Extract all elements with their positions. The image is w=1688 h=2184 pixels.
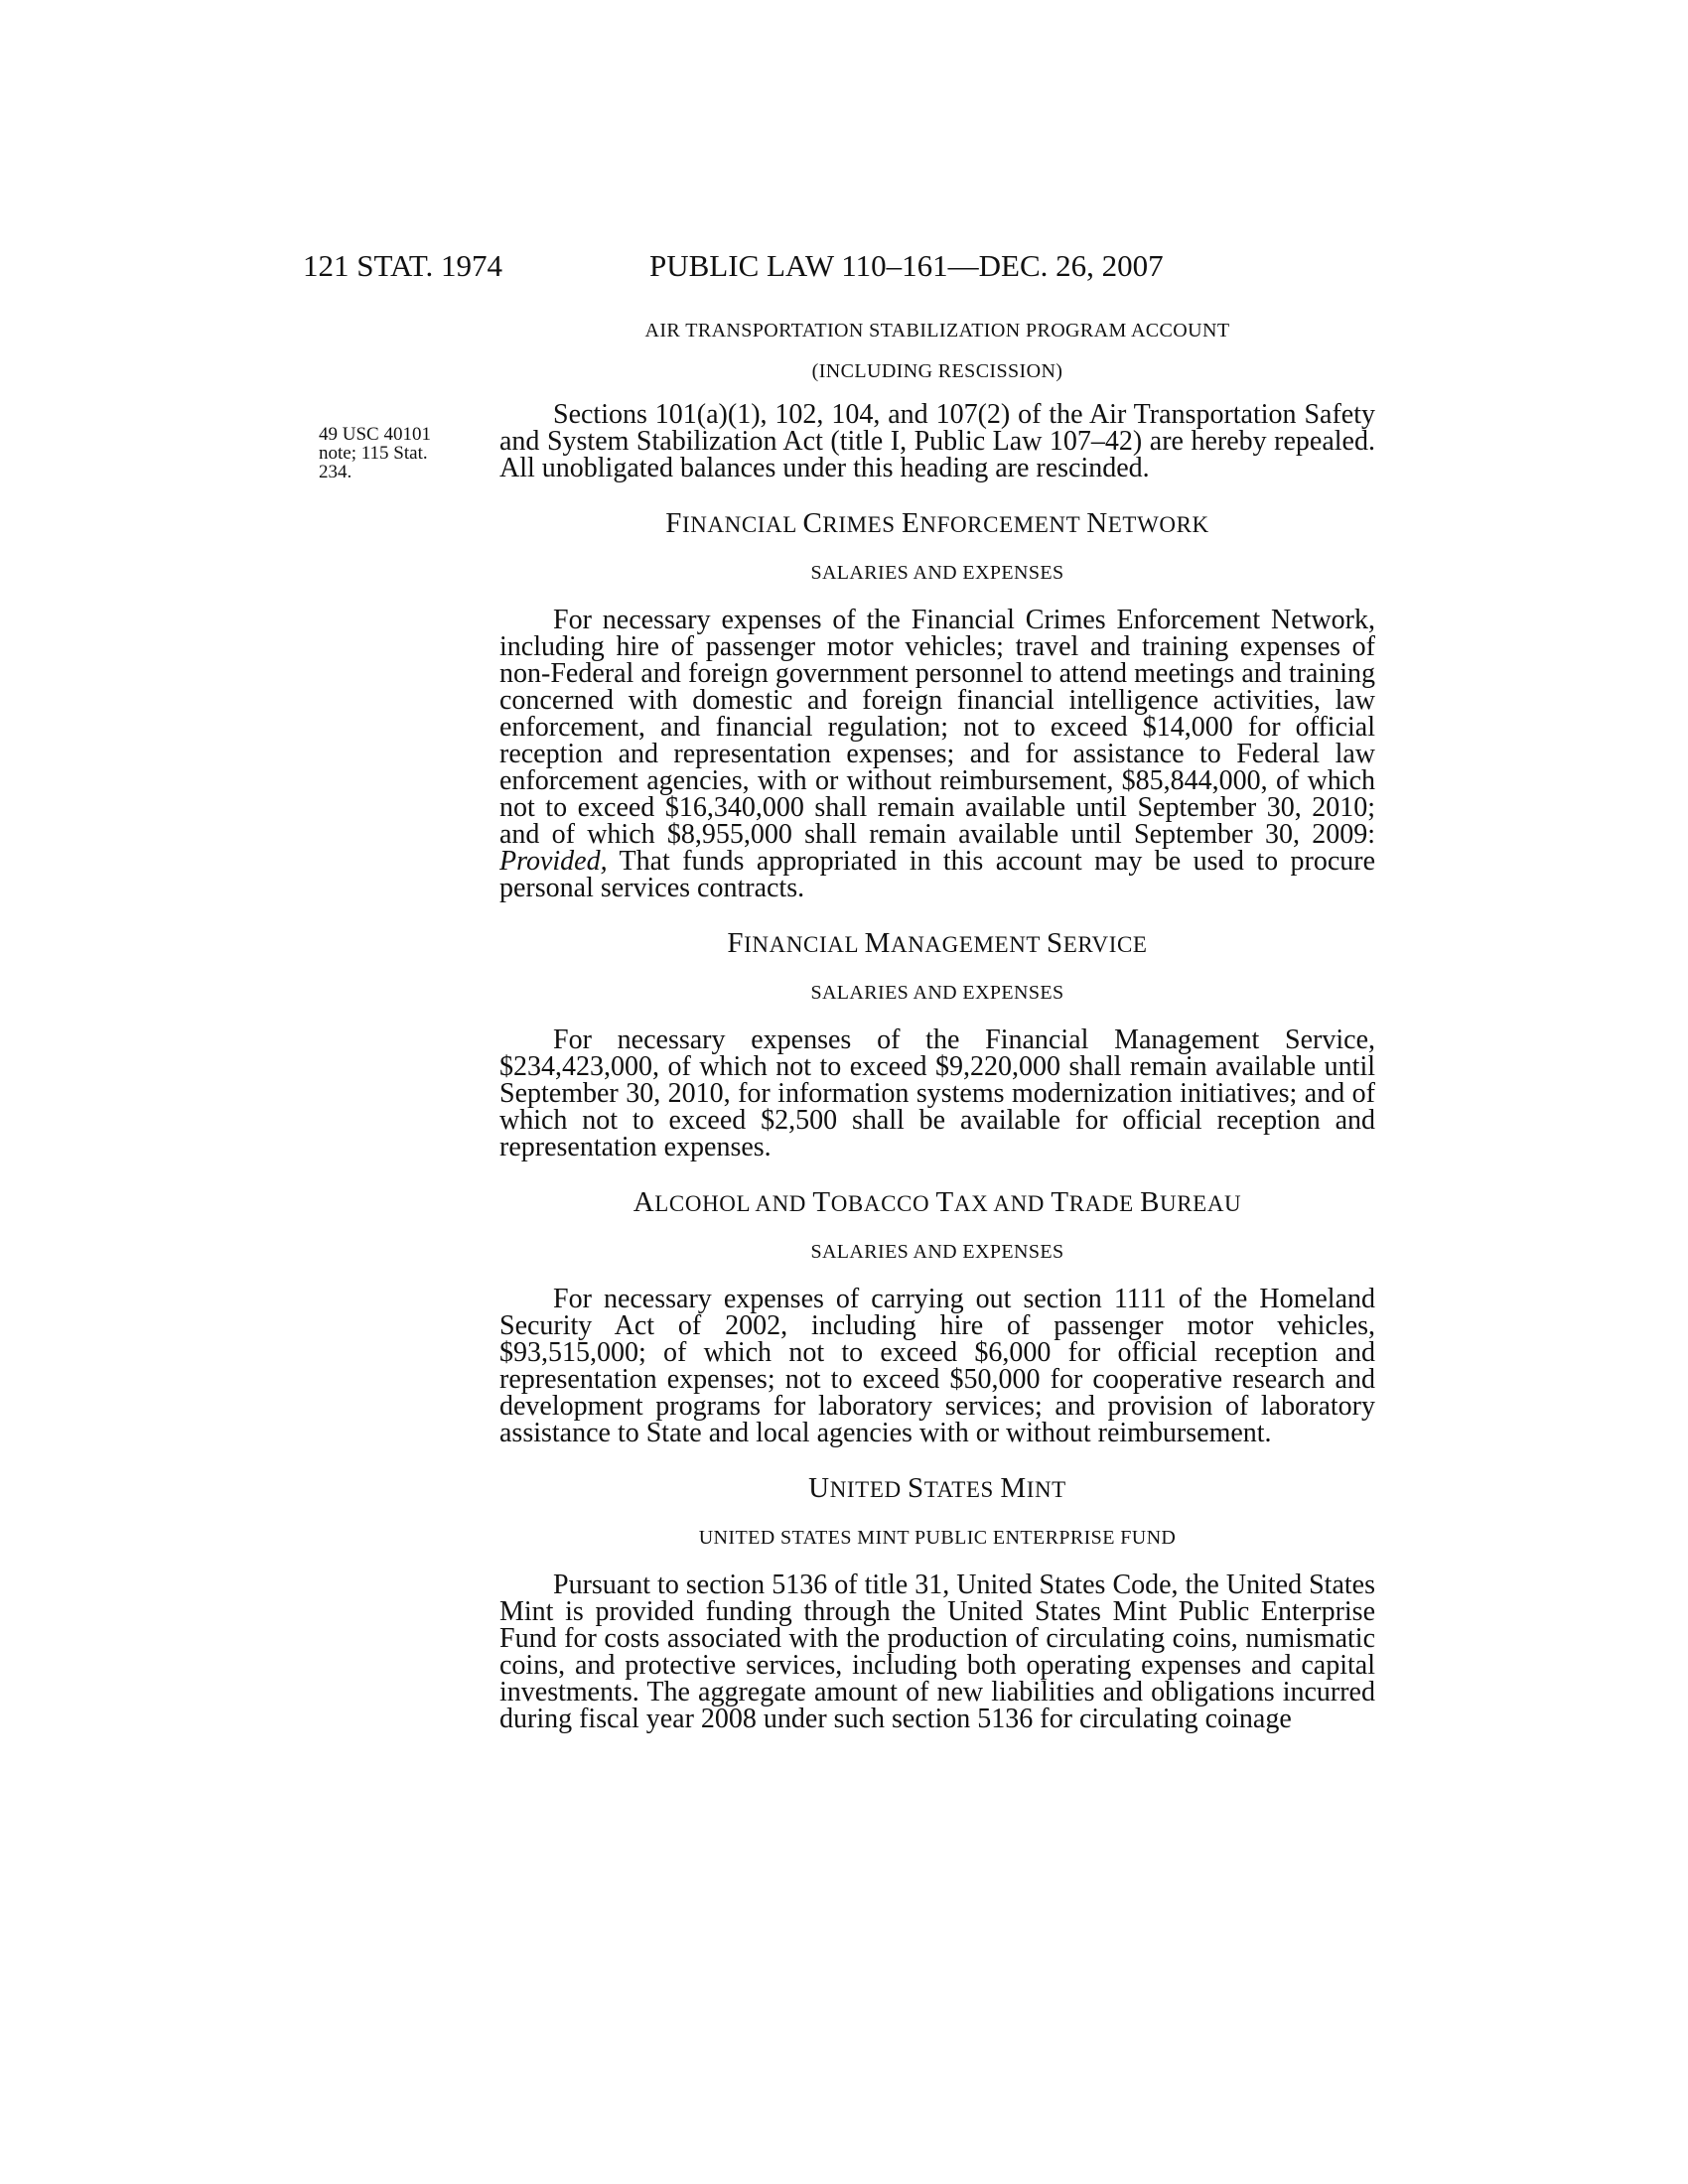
section-body: Pursuant to section 5136 of title 31, United States Code, the United States Mint is provided funding through the United States Mint Public Enterprise Fund for costs associated with the production of circulating coins, numismatic coins, and protective services, including both operating expenses and capital investments. The aggregate amount of new liabilities and obligations incurred during fiscal year 2008 under such section 5136 for circulating coinage — [499, 1570, 1375, 1734]
section-body: For necessary expenses of the Financial Management Service, $234,423,000, of which not to exceed $9,220,000 shall remain available until September 30, 2010, for information systems modernization initiatives; and of which not to exceed $2,500 shall be available for official reception and representation expenses. — [499, 1024, 1375, 1162]
agency-heading: FINANCIAL CRIMES ENFORCEMENT NETWORK — [665, 507, 1209, 539]
section-subheading: SALARIES AND EXPENSES — [810, 1241, 1064, 1263]
agency-heading: FINANCIAL MANAGEMENT SERVICE — [727, 927, 1148, 959]
law-reference: PUBLIC LAW 110–161—DEC. 26, 2007 — [649, 248, 1164, 283]
section-heading: AIR TRANSPORTATION STABILIZATION PROGRAM ACCOUNT — [644, 320, 1230, 341]
stat-reference: 121 STAT. 1974 — [303, 248, 503, 283]
section-body: For necessary expenses of carrying out section 1111 of the Homeland Security Act of 2002, including hire of passenger motor vehicles, $93,515,000; of which not to exceed $6,000 for official reception and representation expenses; not to exceed $50,000 for cooperative research and development programs for laboratory services; and provision of laboratory assistance to State and local agencies with or without reimbursement. — [499, 1284, 1375, 1448]
page-header — [0, 248, 1688, 288]
provided-term: Provided, — [499, 846, 608, 877]
margin-note: 49 USC 40101 note; 115 Stat. 234. — [319, 424, 431, 482]
section-body: For necessary expenses of the Financial Crimes Enforcement Network, including hire of passenger motor vehicles; travel and training expenses of non-Federal and foreign government personnel to attend meetings and training concerned with domestic and foreign financial intelligence activities, law enforcement, and financial regulation; not to exceed $14,000 for official reception and representation expenses; and for assistance to Federal law enforcement agencies, with or without reimbursement, $85,844,000, of which not to exceed $16,340,000 shall remain available until September 30, 2010; and of which $8,955,000 shall remain available until September 30, 2009: Provided, That funds appropriated in this account may be used to procure personal services contracts. — [499, 605, 1375, 903]
main-column — [499, 320, 1375, 1732]
section-body: Sections 101(a)(1), 102, 104, and 107(2) of the Air Transportation Safety and System Stabilization Act (title I, Public Law 107–42) are hereby repealed. All unobligated balances under this heading are rescinded. — [499, 399, 1375, 483]
section-subheading: SALARIES AND EXPENSES — [810, 562, 1064, 584]
agency-heading: ALCOHOL AND TOBACCO TAX AND TRADE BUREAU — [633, 1186, 1242, 1218]
section-subheading: SALARIES AND EXPENSES — [810, 982, 1064, 1004]
agency-heading: UNITED STATES MINT — [808, 1472, 1066, 1504]
section-subheading: UNITED STATES MINT PUBLIC ENTERPRISE FUND — [698, 1527, 1177, 1549]
section-subheading: (INCLUDING RESCISSION) — [811, 360, 1063, 382]
